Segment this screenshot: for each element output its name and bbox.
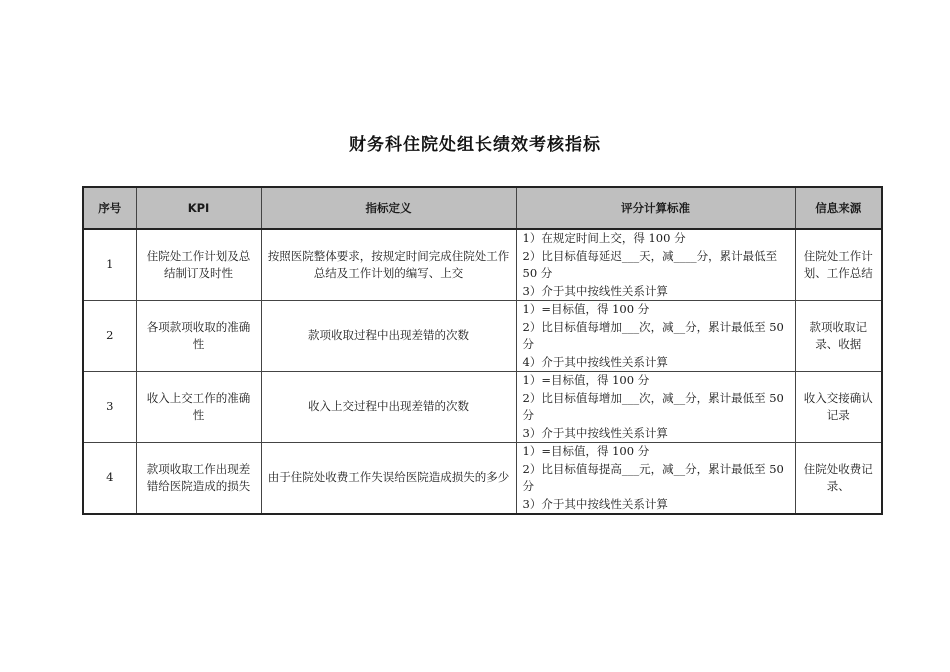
standard-line: 1）=目标值，得 100 分 [522,302,650,316]
standard-line: 1）在规定时间上交，得 100 分 [522,231,686,245]
row-number: 2 [83,301,136,372]
table-row [83,372,882,443]
row-number: 4 [83,443,136,515]
info-source: 收入交接确认记录 [795,372,882,443]
standard-line: 3）介于其中按线性关系计算 [522,283,668,298]
table-row [83,443,882,515]
kpi-definition: 按照医院整体要求，按规定时间完成住院处工作总结及工作计划的编写、上交 [261,229,516,301]
kpi-name: 住院处工作计划及总结制订及时性 [136,229,261,301]
kpi-name: 收入上交工作的准确性 [136,372,261,443]
scoring-standard [516,301,795,372]
info-source: 款项收取记录、收据 [795,301,882,372]
standard-line: 4）介于其中按线性关系计算 [522,354,668,369]
standard-line: 2）比目标值每增加___次，减__分，累计最低至 50 分 [522,319,784,351]
info-source: 住院处工作计划、工作总结 [795,229,882,301]
header-source: 信息来源 [795,187,882,229]
kpi-name: 款项收取工作出现差错给医院造成的损失 [136,443,261,515]
kpi-definition: 款项收取过程中出现差错的次数 [261,301,516,372]
standard-line: 1）=目标值，得 100 分 [522,444,650,458]
table-row [83,229,882,301]
table-row [83,301,882,372]
standard-line: 2）比目标值每延迟___天，减____分，累计最低至 50 分 [522,248,778,280]
kpi-definition: 由于住院处收费工作失误给医院造成损失的多少 [261,443,516,515]
table-header-row [83,187,882,229]
kpi-definition: 收入上交过程中出现差错的次数 [261,372,516,443]
standard-line: 3）介于其中按线性关系计算 [522,496,668,511]
kpi-table [82,186,883,515]
header-definition: 指标定义 [261,187,516,229]
standard-line: 3）介于其中按线性关系计算 [522,425,668,440]
standard-line: 2）比目标值每提高___元，减__分，累计最低至 50 分 [522,461,784,493]
scoring-standard [516,443,795,515]
header-kpi: KPI [136,187,261,229]
row-number: 1 [83,229,136,301]
scoring-standard [516,372,795,443]
kpi-name: 各项款项收取的准确性 [136,301,261,372]
scoring-standard [516,229,795,301]
info-source: 住院处收费记录、 [795,443,882,515]
document-title: 财务科住院处组长绩效考核指标 [349,135,601,155]
row-number: 3 [83,372,136,443]
header-standard: 评分计算标准 [516,187,795,229]
header-no: 序号 [83,187,136,229]
standard-line: 1）=目标值，得 100 分 [522,373,650,387]
standard-line: 2）比目标值每增加___次，减__分，累计最低至 50 分 [522,390,784,422]
